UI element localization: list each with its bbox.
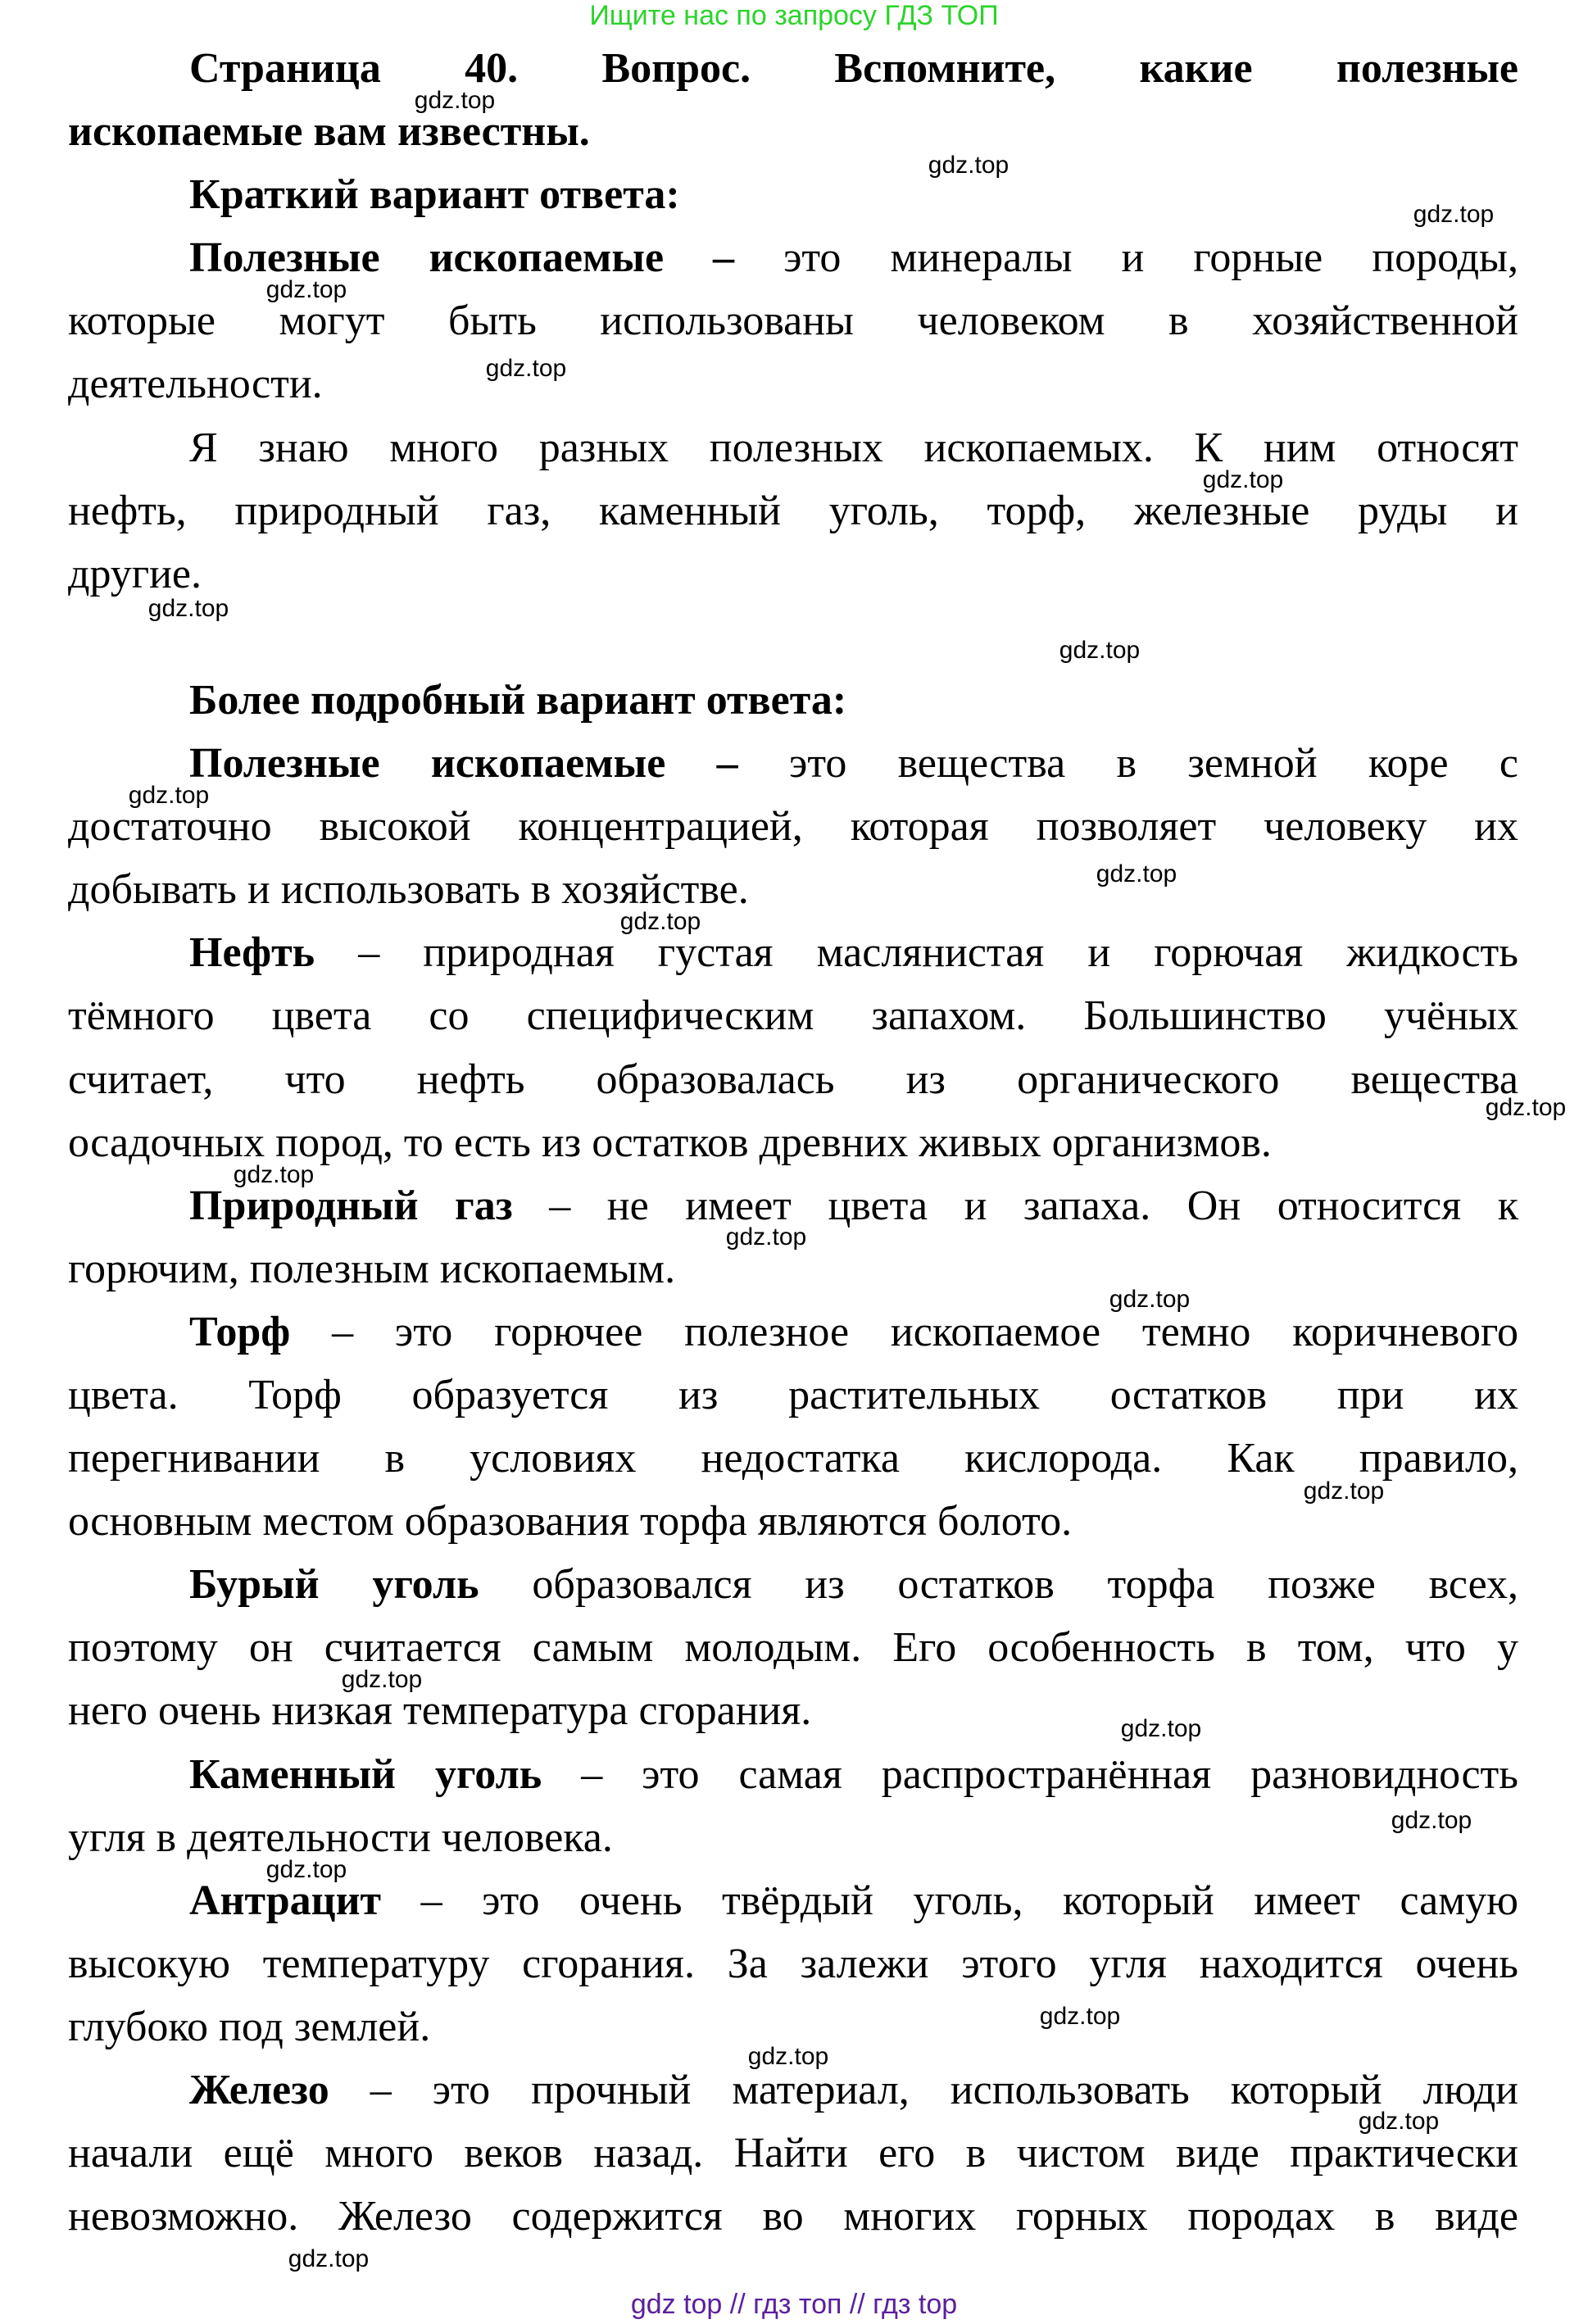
top-banner: Ищите нас по запросу ГДЗ ТОП	[589, 0, 999, 31]
text-line	[68, 1743, 1518, 1806]
line-text: высокую температуру сгорания. За залежи этого угля находится очень	[68, 1940, 1518, 1987]
paragraph	[68, 921, 1518, 1173]
text-line	[68, 1364, 1518, 1427]
text-line	[68, 606, 1518, 669]
watermark: gdz.top	[341, 1666, 423, 1693]
watermark: gdz.top	[1358, 2108, 1440, 2135]
paragraph	[68, 416, 1518, 606]
paragraph	[68, 1553, 1518, 1742]
spacer	[68, 606, 1518, 669]
paragraph	[68, 226, 1518, 415]
bold-term: Антрацит	[189, 1877, 382, 1924]
line-text: другие.	[68, 550, 202, 597]
bold-term: Каменный уголь	[189, 1750, 542, 1798]
text-line	[68, 1300, 1518, 1364]
question-title	[68, 37, 1518, 163]
text-line	[68, 416, 1518, 479]
bottom-banner: gdz top // гдз топ // гдз top	[630, 2289, 958, 2320]
watermark: gdz.top	[619, 908, 701, 935]
watermark: gdz.top	[1485, 1094, 1567, 1121]
bold-term: Железо	[189, 2067, 329, 2113]
bold-term: Краткий вариант ответа:	[189, 171, 680, 219]
line-text: основным местом образования торфа являются болото.	[68, 1498, 1073, 1546]
text-line	[68, 732, 1518, 795]
paragraph	[68, 2058, 1518, 2248]
line-text: которые могут быть использованы человеком в хозяйственной	[68, 297, 1518, 345]
text-line	[68, 352, 1518, 415]
text-line	[68, 1048, 1518, 1111]
bold-term: Нефть	[189, 929, 315, 977]
text-line	[68, 37, 1518, 100]
text-line	[68, 669, 1518, 732]
text-line	[68, 1427, 1518, 1490]
line-text: угля в деятельности человека.	[68, 1813, 613, 1861]
line-text: – не имеет цвета и запаха. Он относится к	[512, 1182, 1518, 1229]
watermark: gdz.top	[265, 1856, 347, 1883]
bold-term: Полезные ископаемые –	[189, 740, 738, 788]
line-text: считает, что нефть образовалась из органического вещества	[68, 1055, 1518, 1103]
line-text: нефть, природный газ, каменный уголь, торф, железные руды и	[68, 487, 1518, 534]
paragraph	[68, 732, 1518, 921]
text-line	[68, 100, 1518, 163]
bold-term: Полезные ископаемые –	[189, 234, 735, 282]
watermark: gdz.top	[1202, 466, 1284, 493]
text-line	[68, 921, 1518, 984]
line-text: это вещества в земной коре с	[737, 740, 1519, 788]
line-text: – природная густая маслянистая и горючая жидкость	[315, 929, 1518, 977]
text-line	[68, 163, 1518, 226]
watermark: gdz.top	[1303, 1477, 1385, 1505]
watermark: gdz.top	[1120, 1715, 1202, 1742]
text-line	[68, 1490, 1518, 1553]
bold-term: Более подробный вариант ответа:	[189, 676, 847, 724]
bold-term: ископаемые вам известны.	[68, 108, 590, 156]
line-text: это минералы и горные породы,	[734, 234, 1518, 282]
watermark: gdz.top	[1391, 1807, 1472, 1834]
watermark: gdz.top	[265, 276, 347, 303]
watermark: gdz.top	[147, 595, 229, 622]
text-line	[68, 2122, 1518, 2185]
paragraph	[68, 1743, 1518, 1869]
line-text: деятельности.	[68, 361, 323, 408]
document-body	[68, 37, 1518, 2248]
watermark: gdz.top	[1096, 860, 1177, 887]
text-line	[68, 1679, 1518, 1742]
section-heading	[68, 669, 1518, 732]
text-line	[68, 1932, 1518, 1995]
text-line	[68, 795, 1518, 858]
text-line	[68, 2185, 1518, 2248]
watermark: gdz.top	[288, 2245, 370, 2272]
line-text: него очень низкая температура сгорания.	[68, 1687, 812, 1735]
line-text: тёмного цвета со специфическим запахом. Большинство учёных	[68, 992, 1518, 1040]
bold-term: Природный газ	[189, 1182, 513, 1229]
line-text: осадочных пород, то есть из остатков древних живых организмов.	[68, 1119, 1272, 1166]
line-text: невозможно. Железо содержится во многих горных породах в виде	[68, 2193, 1518, 2240]
watermark: gdz.top	[1109, 1286, 1191, 1313]
text-line	[68, 984, 1518, 1047]
watermark: gdz.top	[1039, 2003, 1121, 2030]
watermark: gdz.top	[485, 355, 567, 382]
line-text: поэтому он считается самым молодым. Его особенность в том, что у	[68, 1624, 1518, 1672]
section-heading	[68, 163, 1518, 226]
watermark: gdz.top	[1413, 201, 1495, 228]
watermark: gdz.top	[725, 1223, 807, 1251]
watermark: gdz.top	[747, 2043, 829, 2070]
line-text: Я знаю много разных полезных ископаемых. К ним относят	[189, 424, 1518, 471]
line-text: достаточно высокой концентрацией, которая позволяет человеку их	[68, 803, 1518, 851]
line-text: горючим, полезным ископаемым.	[68, 1245, 676, 1292]
bold-term: Бурый уголь	[189, 1561, 479, 1609]
text-line	[68, 1553, 1518, 1616]
bold-term: Торф	[189, 1308, 291, 1355]
watermark: gdz.top	[128, 782, 210, 809]
line-text: – это прочный материал, использовать который люди	[329, 2067, 1518, 2113]
bold-term: Страница 40. Вопрос. Вспомните, какие полезные	[189, 45, 1518, 92]
line-text: глубоко под землей.	[68, 2003, 431, 2050]
line-text: образовался из остатков торфа позже всех,	[479, 1561, 1518, 1609]
text-line	[68, 479, 1518, 542]
text-line	[68, 542, 1518, 606]
line-text: добывать и использовать в хозяйстве.	[68, 866, 749, 914]
watermark: gdz.top	[928, 152, 1010, 179]
watermark: gdz.top	[414, 87, 496, 114]
line-text: цвета. Торф образуется из растительных остатков при их	[68, 1371, 1518, 1418]
line-text: – это очень твёрдый уголь, который имеет самую	[381, 1877, 1518, 1924]
line-text: – это самая распространённая разновидность	[542, 1750, 1519, 1798]
watermark: gdz.top	[1059, 637, 1141, 664]
paragraph	[68, 1300, 1518, 1553]
paragraph	[68, 1869, 1518, 2058]
text-line	[68, 1616, 1518, 1679]
line-text: перегнивании в условиях недостатка кислорода. Как правило,	[68, 1435, 1518, 1482]
text-line	[68, 858, 1518, 921]
watermark: gdz.top	[233, 1161, 315, 1188]
line-text: – это горючее полезное ископаемое темно коричневого	[290, 1308, 1518, 1355]
line-text: начали ещё много веков назад. Найти его в чистом виде практически	[68, 2130, 1518, 2177]
